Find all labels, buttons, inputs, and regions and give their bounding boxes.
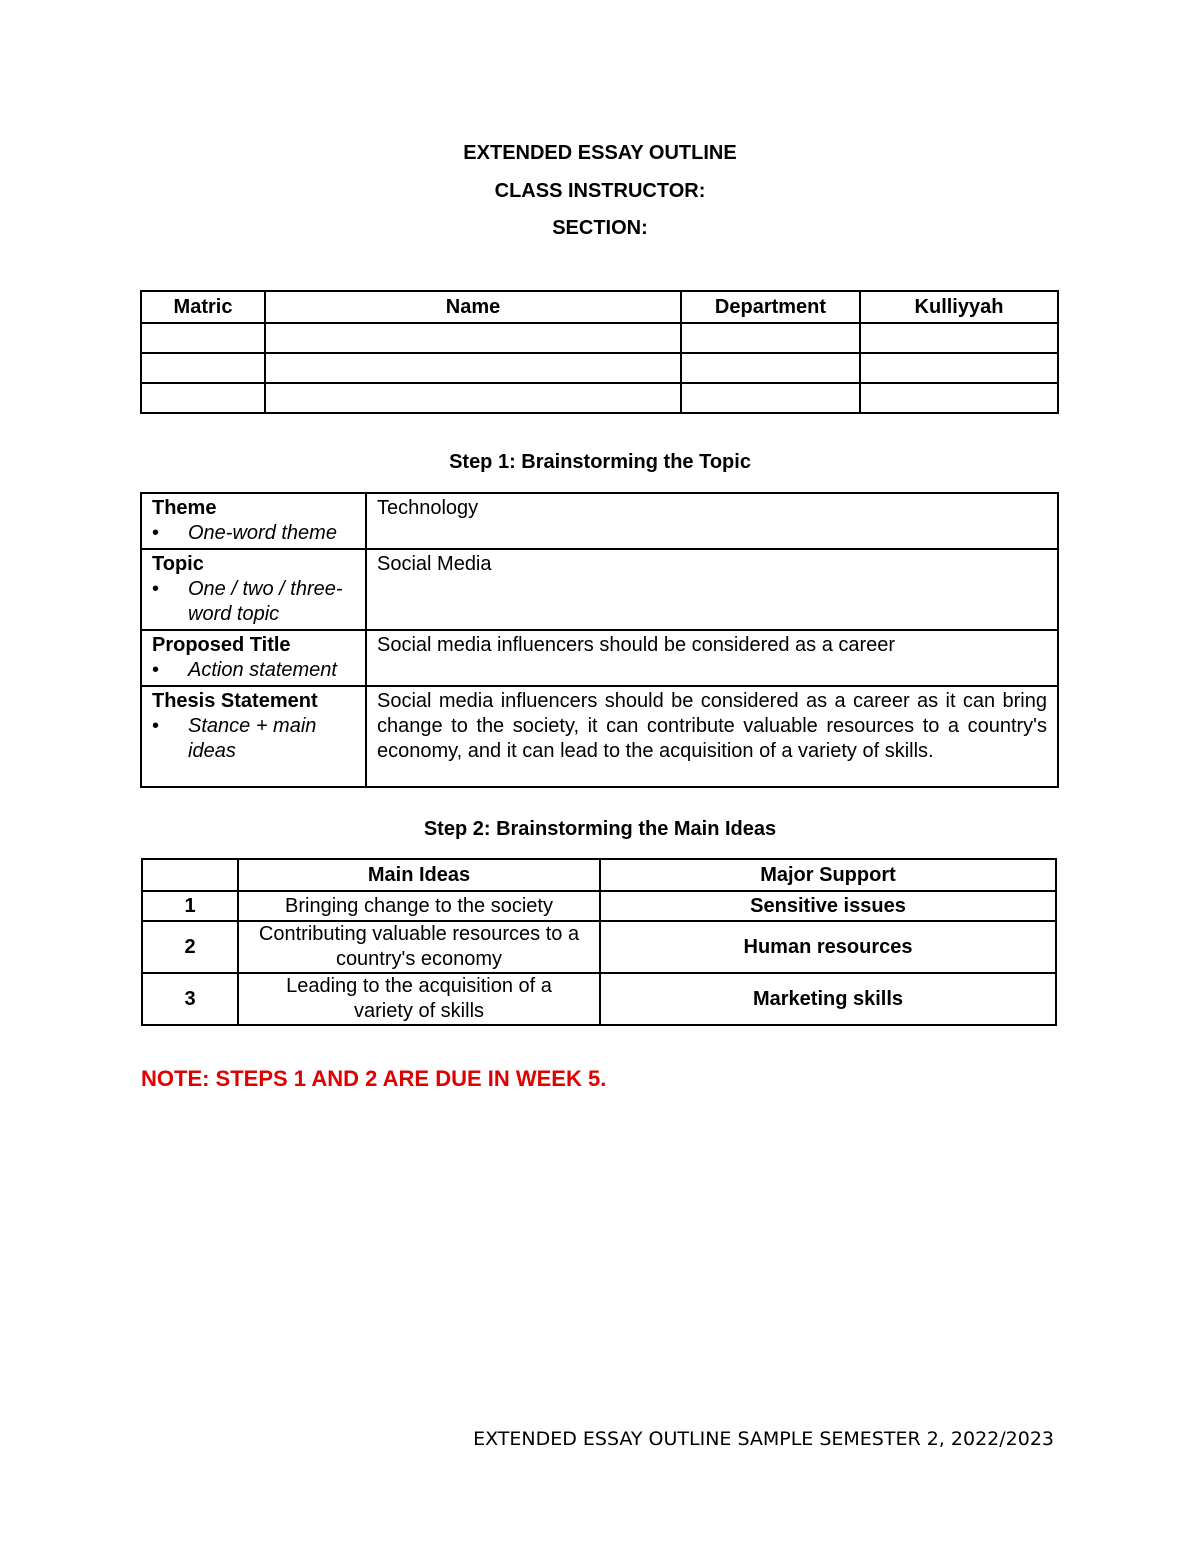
topic-label-cell (141, 549, 366, 630)
table-row (141, 323, 1058, 353)
proposed-title-hint (152, 658, 365, 683)
name-cell[interactable] (265, 323, 681, 353)
thesis-label-cell (141, 686, 366, 787)
table-row (141, 383, 1058, 413)
main-idea-cell[interactable]: Bringing change to the society (238, 891, 600, 921)
step2-title: Step 2: Brainstorming the Main Ideas (423, 818, 777, 840)
document-title: EXTENDED ESSAY OUTLINE (463, 142, 737, 164)
table-row (142, 891, 1056, 921)
major-support-cell[interactable]: Sensitive issues (600, 891, 1056, 921)
table-row (141, 549, 1058, 630)
row-number: 2 (142, 921, 238, 973)
header-number (142, 859, 238, 891)
proposed-title-label: Proposed Title (152, 634, 291, 656)
header-department: Department (681, 291, 860, 323)
theme-value[interactable]: Technology (366, 493, 1058, 549)
thesis-value[interactable]: Social media influencers should be considered as a career as it can bring change to the society, it can contribute valuable resources to a country's economy, and it can lead to the acquisition of a variety of skills. (366, 686, 1058, 787)
kulliyyah-cell[interactable] (860, 353, 1058, 383)
matric-cell[interactable] (141, 353, 265, 383)
kulliyyah-cell[interactable] (860, 383, 1058, 413)
bullet-icon: • (152, 522, 160, 544)
table-row (142, 973, 1056, 1025)
table-row (141, 353, 1058, 383)
due-date-note: NOTE: STEPS 1 AND 2 ARE DUE IN WEEK 5. (141, 1066, 607, 1091)
header-main-ideas: Main Ideas (238, 859, 600, 891)
topic-value[interactable]: Social Media (366, 549, 1058, 630)
section-label: SECTION: (552, 217, 648, 239)
matric-cell[interactable] (141, 383, 265, 413)
main-idea-cell[interactable] (238, 921, 600, 973)
matric-cell[interactable] (141, 323, 265, 353)
table-row (141, 630, 1058, 686)
major-support-cell[interactable]: Human resources (600, 921, 1056, 973)
header-name: Name (265, 291, 681, 323)
major-support-cell[interactable]: Marketing skills (600, 973, 1056, 1025)
bullet-icon: • (152, 715, 160, 737)
name-cell[interactable] (265, 383, 681, 413)
thesis-hint-text: Stance + main ideas (188, 715, 317, 762)
page-footer: EXTENDED ESSAY OUTLINE SAMPLE SEMESTER 2, 2022/2023 (473, 1428, 1054, 1450)
main-idea-text: Leading to the acquisition of a variety of skills (286, 975, 552, 1022)
thesis-hint (152, 714, 365, 764)
department-cell[interactable] (681, 353, 860, 383)
proposed-title-hint-text: Action statement (188, 659, 337, 681)
header-major-support: Major Support (600, 859, 1056, 891)
table-row (141, 686, 1058, 787)
student-info-table (140, 290, 1059, 414)
table-header-row (141, 291, 1058, 323)
header-kulliyyah: Kulliyyah (860, 291, 1058, 323)
table-row (142, 921, 1056, 973)
step1-table (140, 492, 1059, 788)
theme-hint (152, 521, 365, 546)
theme-hint-text: One-word theme (188, 522, 337, 544)
department-cell[interactable] (681, 323, 860, 353)
table-row (141, 493, 1058, 549)
topic-hint (152, 577, 365, 627)
bullet-icon: • (152, 578, 160, 600)
topic-label: Topic (152, 553, 204, 575)
row-number: 1 (142, 891, 238, 921)
step2-table (141, 858, 1057, 1026)
theme-label: Theme (152, 497, 217, 519)
bullet-icon: • (152, 659, 160, 681)
table-header-row (142, 859, 1056, 891)
row-number: 3 (142, 973, 238, 1025)
kulliyyah-cell[interactable] (860, 323, 1058, 353)
department-cell[interactable] (681, 383, 860, 413)
name-cell[interactable] (265, 353, 681, 383)
main-idea-text: Contributing valuable resources to a country's economy (258, 923, 580, 970)
thesis-label: Thesis Statement (152, 690, 318, 712)
step1-title: Step 1: Brainstorming the Topic (449, 451, 751, 473)
class-instructor-label: CLASS INSTRUCTOR: (494, 180, 706, 202)
main-idea-cell[interactable] (238, 973, 600, 1025)
topic-hint-text: One / two / three-word topic (188, 578, 343, 625)
proposed-title-label-cell (141, 630, 366, 686)
proposed-title-value[interactable]: Social media influencers should be considered as a career (366, 630, 1058, 686)
theme-label-cell (141, 493, 366, 549)
header-matric: Matric (141, 291, 265, 323)
